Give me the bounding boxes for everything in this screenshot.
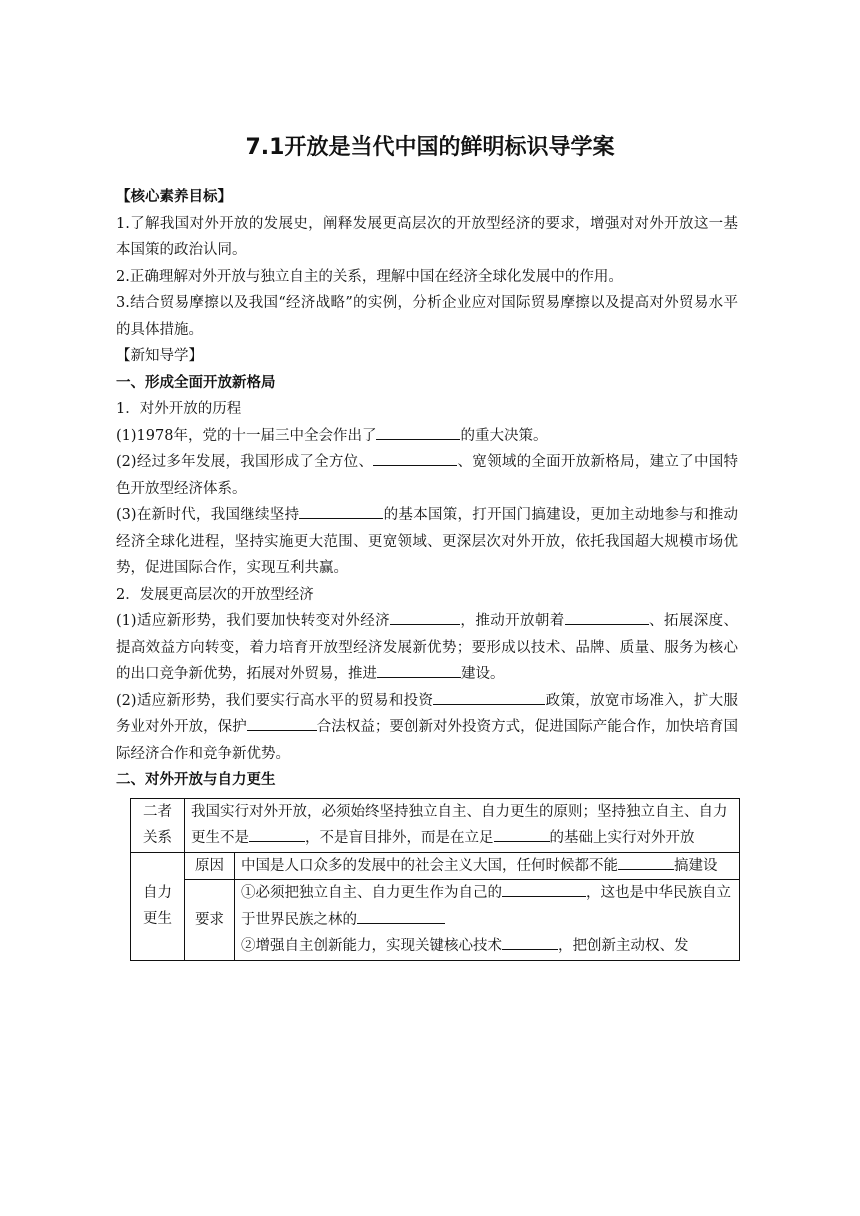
section1-sub2: 2．发展更高层次的开放型经济 (116, 586, 314, 603)
text: 的基础上实行对外开放 (549, 830, 695, 846)
text: 的重大决策。 (460, 427, 548, 444)
text: (1)适应新形势，我们要加快转变对外经济 (116, 613, 391, 629)
row-head-self-reliance: 自力更生 (131, 852, 185, 960)
text: ，推动开放朝着 (460, 613, 565, 629)
fill-blank[interactable] (357, 909, 445, 924)
text: ，把创新主动权、发 (558, 938, 689, 954)
section2-heading: 二、对外开放与自力更生 (116, 772, 276, 788)
relation-table (130, 798, 740, 961)
fill-blank[interactable] (376, 425, 460, 440)
table-row (131, 880, 740, 961)
text: ②增强自主创新能力，实现关键核心技术 (241, 938, 502, 954)
paragraph-open-pattern (116, 449, 738, 502)
text: ①必须把独立自主、自力更生作为自己的 (241, 885, 502, 901)
text: 、宽领域的全面开放新格局，建立了中国特色开放型经济体系。 (116, 454, 739, 497)
paragraph-1978 (116, 423, 738, 450)
fill-blank[interactable] (299, 504, 383, 519)
requirement-cell (235, 880, 740, 961)
fill-blank[interactable] (249, 827, 305, 842)
reason-label: 原因 (185, 852, 235, 880)
fill-blank[interactable] (433, 690, 545, 705)
text: (2)经过多年发展，我国形成了全方位、 (116, 454, 374, 470)
paragraph-new-situation-2 (116, 688, 738, 768)
reason-cell (235, 852, 740, 880)
text: (1)1978年，党的十一届三中全会作出了 (116, 427, 377, 444)
text: 中国是人口众多的发展中的社会主义大国，任何时候都不能 (241, 857, 618, 874)
requirement-label: 要求 (185, 880, 235, 961)
fill-blank[interactable] (390, 610, 460, 625)
text: 政策，放宽市场准入，扩大服务业对外开放，保护 (116, 692, 738, 735)
document-body (116, 184, 738, 961)
text: 我国实行对外开放，必须始终坚持独立自主、自力更生的原则；坚持独立自主、自力更生不是 (191, 803, 728, 846)
section1-sub1: 1．对外开放的历程 (116, 401, 242, 417)
text: 、拓展深度、提高效益方向转变，着力培育开放型经济发展新优势；要形成以技术、品牌、质量、服务为核心的出口竞争新优势，拓展对外贸易，推进 (116, 613, 739, 682)
text: 建设。 (461, 666, 505, 682)
page-title: 7.1开放是当代中国的鲜明标识导学案 (245, 135, 615, 160)
paragraph-new-era (116, 502, 738, 582)
fill-blank[interactable] (565, 610, 649, 625)
goals-heading: 【核心素养目标】 (116, 189, 232, 205)
text: (2)适应新形势，我们要实行高水平的贸易和投资 (116, 692, 434, 709)
fill-blank[interactable] (502, 882, 586, 897)
fill-blank[interactable] (618, 855, 674, 870)
row-head-relation: 二者关系 (131, 798, 185, 852)
goal-item-3: 3.结合贸易摩擦以及我国“经济战略”的实例，分析企业应对国际贸易摩擦以及提高对外贸易水平的具体措施。 (116, 295, 738, 338)
goal-item-2: 2.正确理解对外开放与独立自主的关系，理解中国在经济全球化发展中的作用。 (116, 268, 623, 285)
paragraph-new-situation-1 (116, 608, 738, 688)
goal-item-1: 1.了解我国对外开放的发展史，阐释发展更高层次的开放型经济的要求，增强对对外开放这一基本国策的政治认同。 (116, 215, 738, 258)
table-row (131, 798, 740, 852)
table-row (131, 852, 740, 880)
text: ，不是盲目排外，而是在立足 (305, 830, 494, 846)
text: (3)在新时代，我国继续坚持 (116, 507, 300, 523)
fill-blank[interactable] (377, 663, 461, 678)
fill-blank[interactable] (502, 935, 558, 950)
requirement-1 (241, 880, 733, 933)
section1-heading: 一、形成全面开放新格局 (116, 374, 276, 391)
text: 搞建设 (674, 857, 718, 874)
text: 的基本国策，打开国门搞建设，更加主动地参与和推动经济全球化进程，坚持实施更大范围、更宽领域、更深层次对外开放，依托我国超大规模市场优势，促进国际合作，实现互利共赢。 (116, 507, 738, 576)
requirement-2 (241, 933, 733, 960)
text: 合法权益；要创新对外投资方式，促进国际产能合作，加快培育国际经济合作和竞争新优势。 (116, 719, 739, 762)
fill-blank[interactable] (247, 716, 317, 731)
text: ，这也是中华民族自立于世界民族之林的 (241, 885, 731, 928)
guide-heading: 【新知导学】 (116, 348, 203, 364)
relation-cell (185, 798, 740, 852)
fill-blank[interactable] (494, 827, 550, 842)
fill-blank[interactable] (373, 451, 457, 466)
